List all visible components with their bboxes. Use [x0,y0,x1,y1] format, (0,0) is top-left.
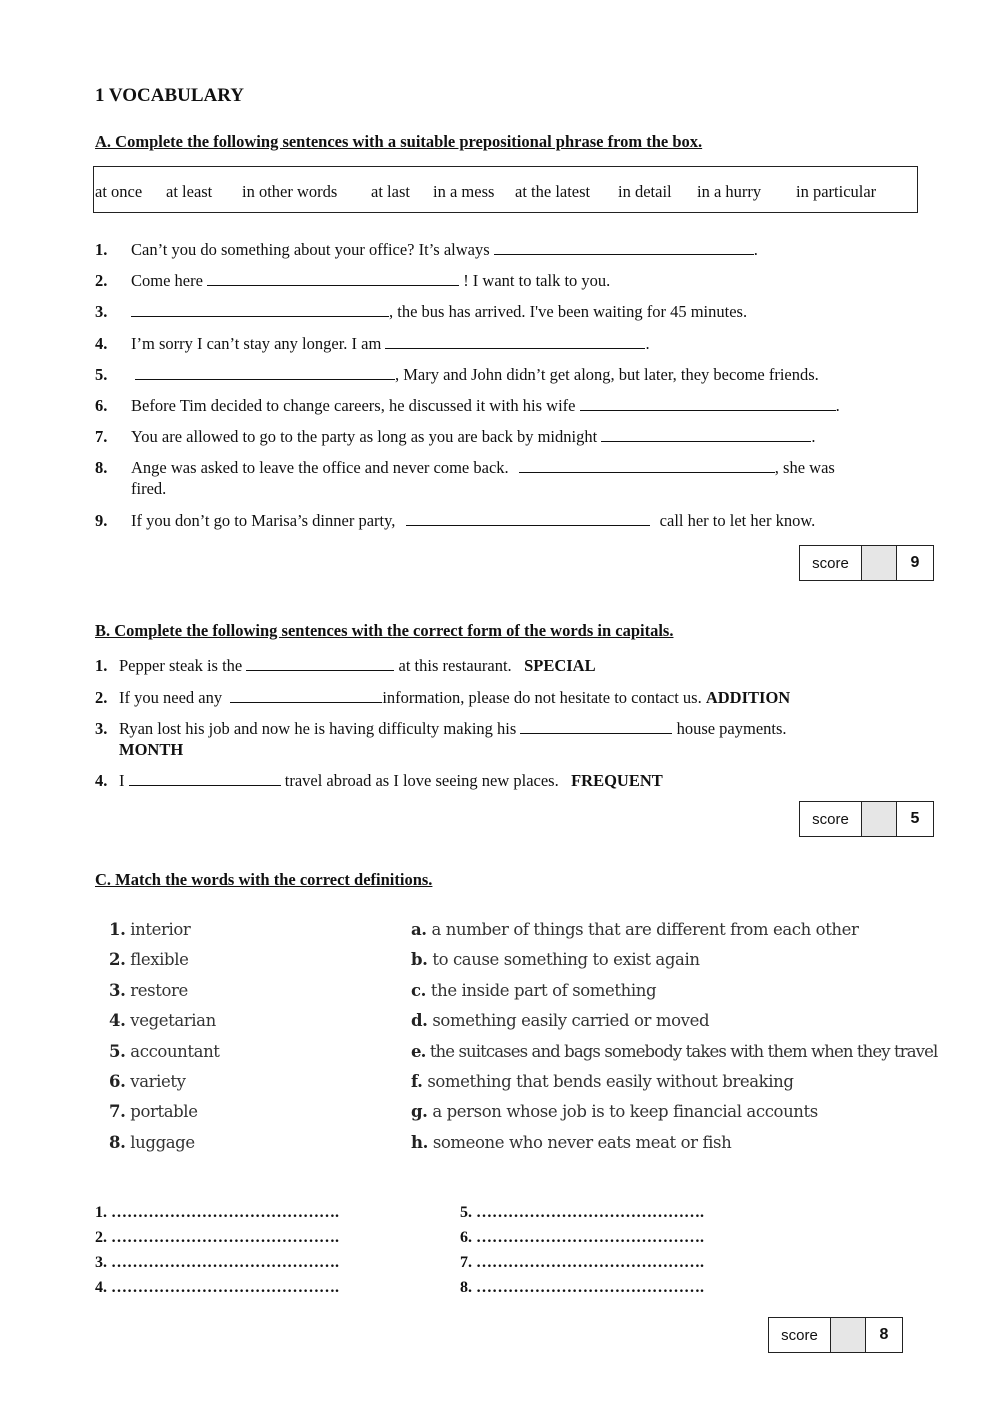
question-a-7: 7. You are allowed to go to the party as long as you are back by midnight . [95,427,816,446]
question-a-8: 8. Ange was asked to leave the office and never come back. , she was fired. [95,458,835,498]
box-word: at least [166,182,213,201]
question-a-3: 3. , the bus has arrived. I've been waiting for 45 minutes. [95,302,748,321]
question-b-4: 4. I travel abroad as I love seeing new places. FREQUENT [95,771,663,790]
match-word: 2. flexible [109,950,189,969]
question-a-1: 1. Can’t you do something about your office? It’s always . [95,240,758,259]
section-b-heading: B. Complete the following sentences with the correct form of the words in capitals. [95,621,674,640]
box-word: in a mess [433,182,495,201]
box-word: at the latest [515,182,591,201]
question-a-4: 4. I’m sorry I can’t stay any longer. I am . [95,334,650,353]
score-max: 5 [910,810,920,827]
answer-line-6[interactable]: 6. ……………………………………. [460,1229,704,1246]
match-word: 6. variety [109,1072,186,1091]
section-a-heading: A. Complete the following sentences with a suitable prepositional phrase from the box. [95,132,703,151]
match-definition: h. someone who never eats meat or fish [411,1133,732,1152]
score-label: score [800,546,862,580]
answer-line-8[interactable]: 8. ……………………………………. [460,1279,704,1296]
score-label: score [769,1318,831,1352]
capital-word: ADDITION [705,688,791,707]
match-word: 4. vegetarian [109,1011,216,1030]
match-word: 5. accountant [109,1042,220,1061]
box-word: at last [371,182,410,201]
match-word: 1. interior [109,920,191,939]
box-word: in detail [618,182,672,201]
answer-blank[interactable] [406,512,650,526]
question-a-6: 6. Before Tim decided to change careers, he discussed it with his wife . [95,396,840,415]
box-word: at once [95,182,143,201]
answer-line-5[interactable]: 5. ……………………………………. [460,1204,704,1221]
answer-blank[interactable] [494,241,754,255]
answer-blank[interactable] [520,720,672,734]
box-word: in a hurry [697,182,762,201]
match-definition: f. something that bends easily without breaking [411,1072,794,1091]
answer-line-7[interactable]: 7. ……………………………………. [460,1254,704,1271]
answer-blank[interactable] [246,657,394,671]
score-box-c [768,1317,903,1353]
answer-blank[interactable] [519,459,775,473]
match-definition: b. to cause something to exist again [411,950,700,969]
question-a-9: 9. If you don’t go to Marisa’s dinner party, call her to let her know. [95,511,816,530]
match-definition: e. the suitcases and bags somebody takes with them when they travel [411,1042,938,1061]
score-input-cell[interactable] [862,802,897,836]
answer-blank[interactable] [135,366,395,380]
answer-blank[interactable] [131,303,389,317]
answer-blank[interactable] [580,397,836,411]
answer-blank[interactable] [230,689,382,703]
score-max: 8 [879,1326,889,1343]
answer-blank[interactable] [601,428,811,442]
answer-blank[interactable] [385,335,645,349]
capital-word: MONTH [119,740,184,759]
box-word: in particular [796,182,877,201]
capital-word: SPECIAL [524,656,596,675]
answer-line-3[interactable]: 3. ……………………………………. [95,1254,339,1271]
score-box-a [799,545,934,581]
score-max: 9 [910,554,920,571]
answer-blank[interactable] [207,272,459,286]
word-box [93,166,918,213]
page-title: 1 VOCABULARY [95,85,245,106]
question-b-2: 2. If you need any information, please do not hesitate to contact us. ADDITION [95,688,791,707]
question-a-2: 2. Come here ! I want to talk to you. [95,271,611,290]
score-label: score [800,802,862,836]
box-word: in other words [242,182,338,201]
answer-line-2[interactable]: 2. ……………………………………. [95,1229,339,1246]
answer-line-4[interactable]: 4. ……………………………………. [95,1279,339,1296]
score-input-cell[interactable] [831,1318,866,1352]
capital-word: FREQUENT [571,771,663,790]
answer-blank[interactable] [129,772,281,786]
question-a-5: 5. , Mary and John didn’t get along, but later, they become friends. [95,365,819,384]
question-b-3: 3. Ryan lost his job and now he is having difficulty making his house payments. MONTH [95,719,787,759]
question-b-1: 1. Pepper steak is the at this restaurant. SPECIAL [95,656,596,675]
match-word: 7. portable [109,1102,198,1121]
match-definition: c. the inside part of something [411,981,657,1000]
score-box-b [799,801,934,837]
match-definition: d. something easily carried or moved [411,1011,710,1030]
answer-line-1[interactable]: 1. ……………………………………. [95,1204,339,1221]
match-definition: a. a number of things that are different from each other [411,920,859,939]
section-c-heading: C. Match the words with the correct definitions. [95,870,433,889]
match-word: 3. restore [109,981,188,1000]
match-definition: g. a person whose job is to keep financial accounts [411,1102,818,1121]
score-input-cell[interactable] [862,546,897,580]
match-word: 8. luggage [109,1133,195,1152]
